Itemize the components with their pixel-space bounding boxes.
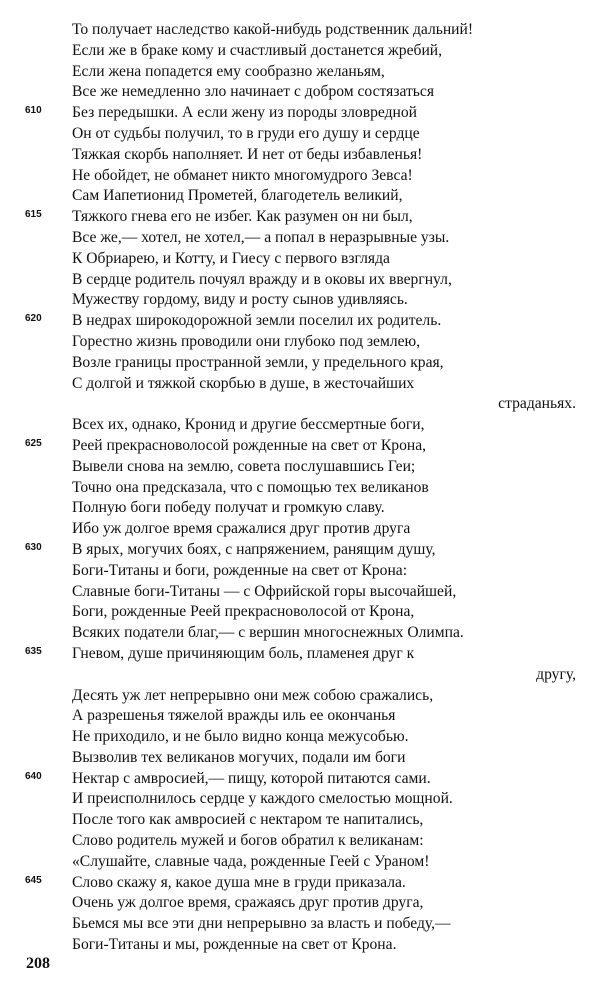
poem-line xyxy=(72,270,582,291)
poem-line xyxy=(25,644,582,665)
poem-line xyxy=(72,810,582,831)
poem-line xyxy=(72,478,582,499)
line-text: Реей прекрасноволосой рожденные на свет от Крона, xyxy=(72,436,427,454)
line-text: Нектар с амвросией,— пищу, которой питаются сами. xyxy=(72,769,431,787)
page-number: 208 xyxy=(26,955,50,972)
poem-line xyxy=(72,145,582,166)
line-text: К Обриарею, и Котту, и Гиесу с первого взгляда xyxy=(72,249,390,267)
line-text: Бьемся мы все эти дни непрерывно за власть и победу,— xyxy=(72,915,451,933)
line-text: Точно она предсказала, что с помощью тех великанов xyxy=(72,478,429,496)
poem-line xyxy=(72,748,582,769)
line-text: Слово скажу я, какое душа мне в груди приказала. xyxy=(72,873,406,891)
poem-line xyxy=(72,686,582,707)
line-text: После того как амвросией с нектаром те напитались, xyxy=(72,811,424,829)
poem-line-continuation xyxy=(72,394,582,415)
line-text: И преисполнилось сердце у каждого смелостью мощной. xyxy=(72,790,453,808)
line-text: Не приходило, и не было видно конца межусобью. xyxy=(72,728,409,746)
line-text: Тяжкая скорбь наполняет. И нет от беды избавленья! xyxy=(72,145,423,163)
poem-line xyxy=(72,727,582,748)
line-text: С долгой и тяжкой скорбью в душе, в жесточайших xyxy=(72,374,415,392)
poem-line xyxy=(72,914,582,935)
line-text: Боги-Титаны и боги, рожденные на свет от Крона: xyxy=(72,561,408,579)
poem-line xyxy=(72,831,582,852)
line-text: Десять уж лет непрерывно они меж собою сражались, xyxy=(72,686,434,704)
line-text: В сердце родитель почуял вражду и в оковы их ввергнул, xyxy=(72,270,452,288)
line-number: 640 xyxy=(25,770,42,782)
poem-line xyxy=(25,873,582,894)
line-text: Без передышки. А если жену из породы зловредной xyxy=(72,104,418,122)
line-text: А разрешенья тяжелой вражды иль ее окончанья xyxy=(72,707,396,725)
line-number: 615 xyxy=(25,209,42,221)
line-number: 625 xyxy=(25,437,42,449)
line-text: страданьях. xyxy=(498,395,576,413)
line-number: 645 xyxy=(25,874,42,886)
line-text: Если же в браке кому и счастливый достанется жребий, xyxy=(72,41,443,59)
poem-line xyxy=(25,207,582,228)
line-text: другу, xyxy=(536,665,576,683)
line-text: Боги, рожденные Реей прекрасноволосой от Крона, xyxy=(72,603,415,621)
poem-line xyxy=(72,41,582,62)
line-text: Сам Иапетионид Прометей, благодетель великий, xyxy=(72,187,403,205)
line-number: 630 xyxy=(25,541,42,553)
line-text: Горестно жизнь проводили они глубоко под землею, xyxy=(72,332,421,350)
line-text: Всяких податели благ,— с вершин многоснежных Олимпа. xyxy=(72,624,464,642)
poem-line xyxy=(72,519,582,540)
poem-line xyxy=(72,457,582,478)
line-text: Очень уж долгое время, сражаясь друг против друга, xyxy=(72,894,424,912)
poem-line xyxy=(72,82,582,103)
line-text: То получает наследство какой-нибудь родственник дальний! xyxy=(72,21,474,38)
poem-line xyxy=(25,311,582,332)
poem-line xyxy=(72,852,582,873)
poem-line xyxy=(72,228,582,249)
poem-line xyxy=(72,166,582,187)
line-text: «Слушайте, славные чада, рожденные Геей с Ураном! xyxy=(72,852,430,870)
line-text: Если жена попадется ему сообразно желаньям, xyxy=(72,62,385,80)
poem-line xyxy=(25,436,582,457)
line-text: Вызволив тех великанов могучих, подали им боги xyxy=(72,748,406,766)
poem-line xyxy=(72,186,582,207)
poem-line xyxy=(72,415,582,436)
line-text: Он от судьбы получил, то в груди его душу и сердце xyxy=(72,124,420,142)
poem-line-continuation xyxy=(72,665,582,686)
line-text: Слово родитель мужей и богов обратил к великанам: xyxy=(72,832,424,850)
line-text: Мужеству гордому, виду и росту сынов удивляясь. xyxy=(72,291,408,309)
poem-line xyxy=(72,62,582,83)
line-text: Славные боги-Титаны — с Офрийской горы высочайшей, xyxy=(72,582,457,600)
line-text: Ибо уж долгое время сражалися друг против друга xyxy=(72,520,411,538)
poem-line xyxy=(72,789,582,810)
poem-line xyxy=(72,935,582,956)
poem-line xyxy=(72,498,582,519)
poem-line xyxy=(72,602,582,623)
poem-line xyxy=(72,249,582,270)
line-text: Вывели снова на землю, совета послушавшись Геи; xyxy=(72,457,416,475)
line-text: В недрах широкодорожной земли поселил их родитель. xyxy=(72,312,442,330)
line-number: 610 xyxy=(25,105,42,117)
poem-line xyxy=(72,20,582,41)
poem-line xyxy=(25,540,582,561)
line-text: Полную боги победу получат и громкую славу. xyxy=(72,499,385,517)
poem-line xyxy=(72,582,582,603)
line-text: Возле границы пространной земли, у предельного края, xyxy=(72,353,444,371)
poem-line xyxy=(72,124,582,145)
poem-line xyxy=(25,103,582,124)
poem-line xyxy=(72,561,582,582)
line-text: Боги-Титаны и мы, рожденные на свет от Крона. xyxy=(72,936,397,954)
line-text: Гневом, душе причиняющим боль, пламенея друг к xyxy=(72,644,415,662)
poem-line xyxy=(72,332,582,353)
line-text: Все же,— хотел, не хотел,— а попал в неразрывные узы. xyxy=(72,228,450,246)
poem-line xyxy=(72,353,582,374)
poem-line xyxy=(25,769,582,790)
line-text: Всех их, однако, Кронид и другие бессмертные боги, xyxy=(72,416,425,434)
poem-line xyxy=(72,290,582,311)
line-text: Тяжкого гнева его не избег. Как разумен он ни был, xyxy=(72,208,413,226)
poem-line xyxy=(72,893,582,914)
line-text: В ярых, могучих боях, с напряжением, ранящим душу, xyxy=(72,540,436,558)
poem-line xyxy=(72,374,582,395)
line-text: Не обойдет, не обманет никто многомудрого Зевса! xyxy=(72,166,413,184)
poem-text xyxy=(25,20,582,956)
line-text: Все же немедленно зло начинает с добром состязаться xyxy=(72,83,435,101)
poem-line xyxy=(72,706,582,727)
line-number: 620 xyxy=(25,313,42,325)
poem-line xyxy=(72,623,582,644)
line-number: 635 xyxy=(25,645,42,657)
